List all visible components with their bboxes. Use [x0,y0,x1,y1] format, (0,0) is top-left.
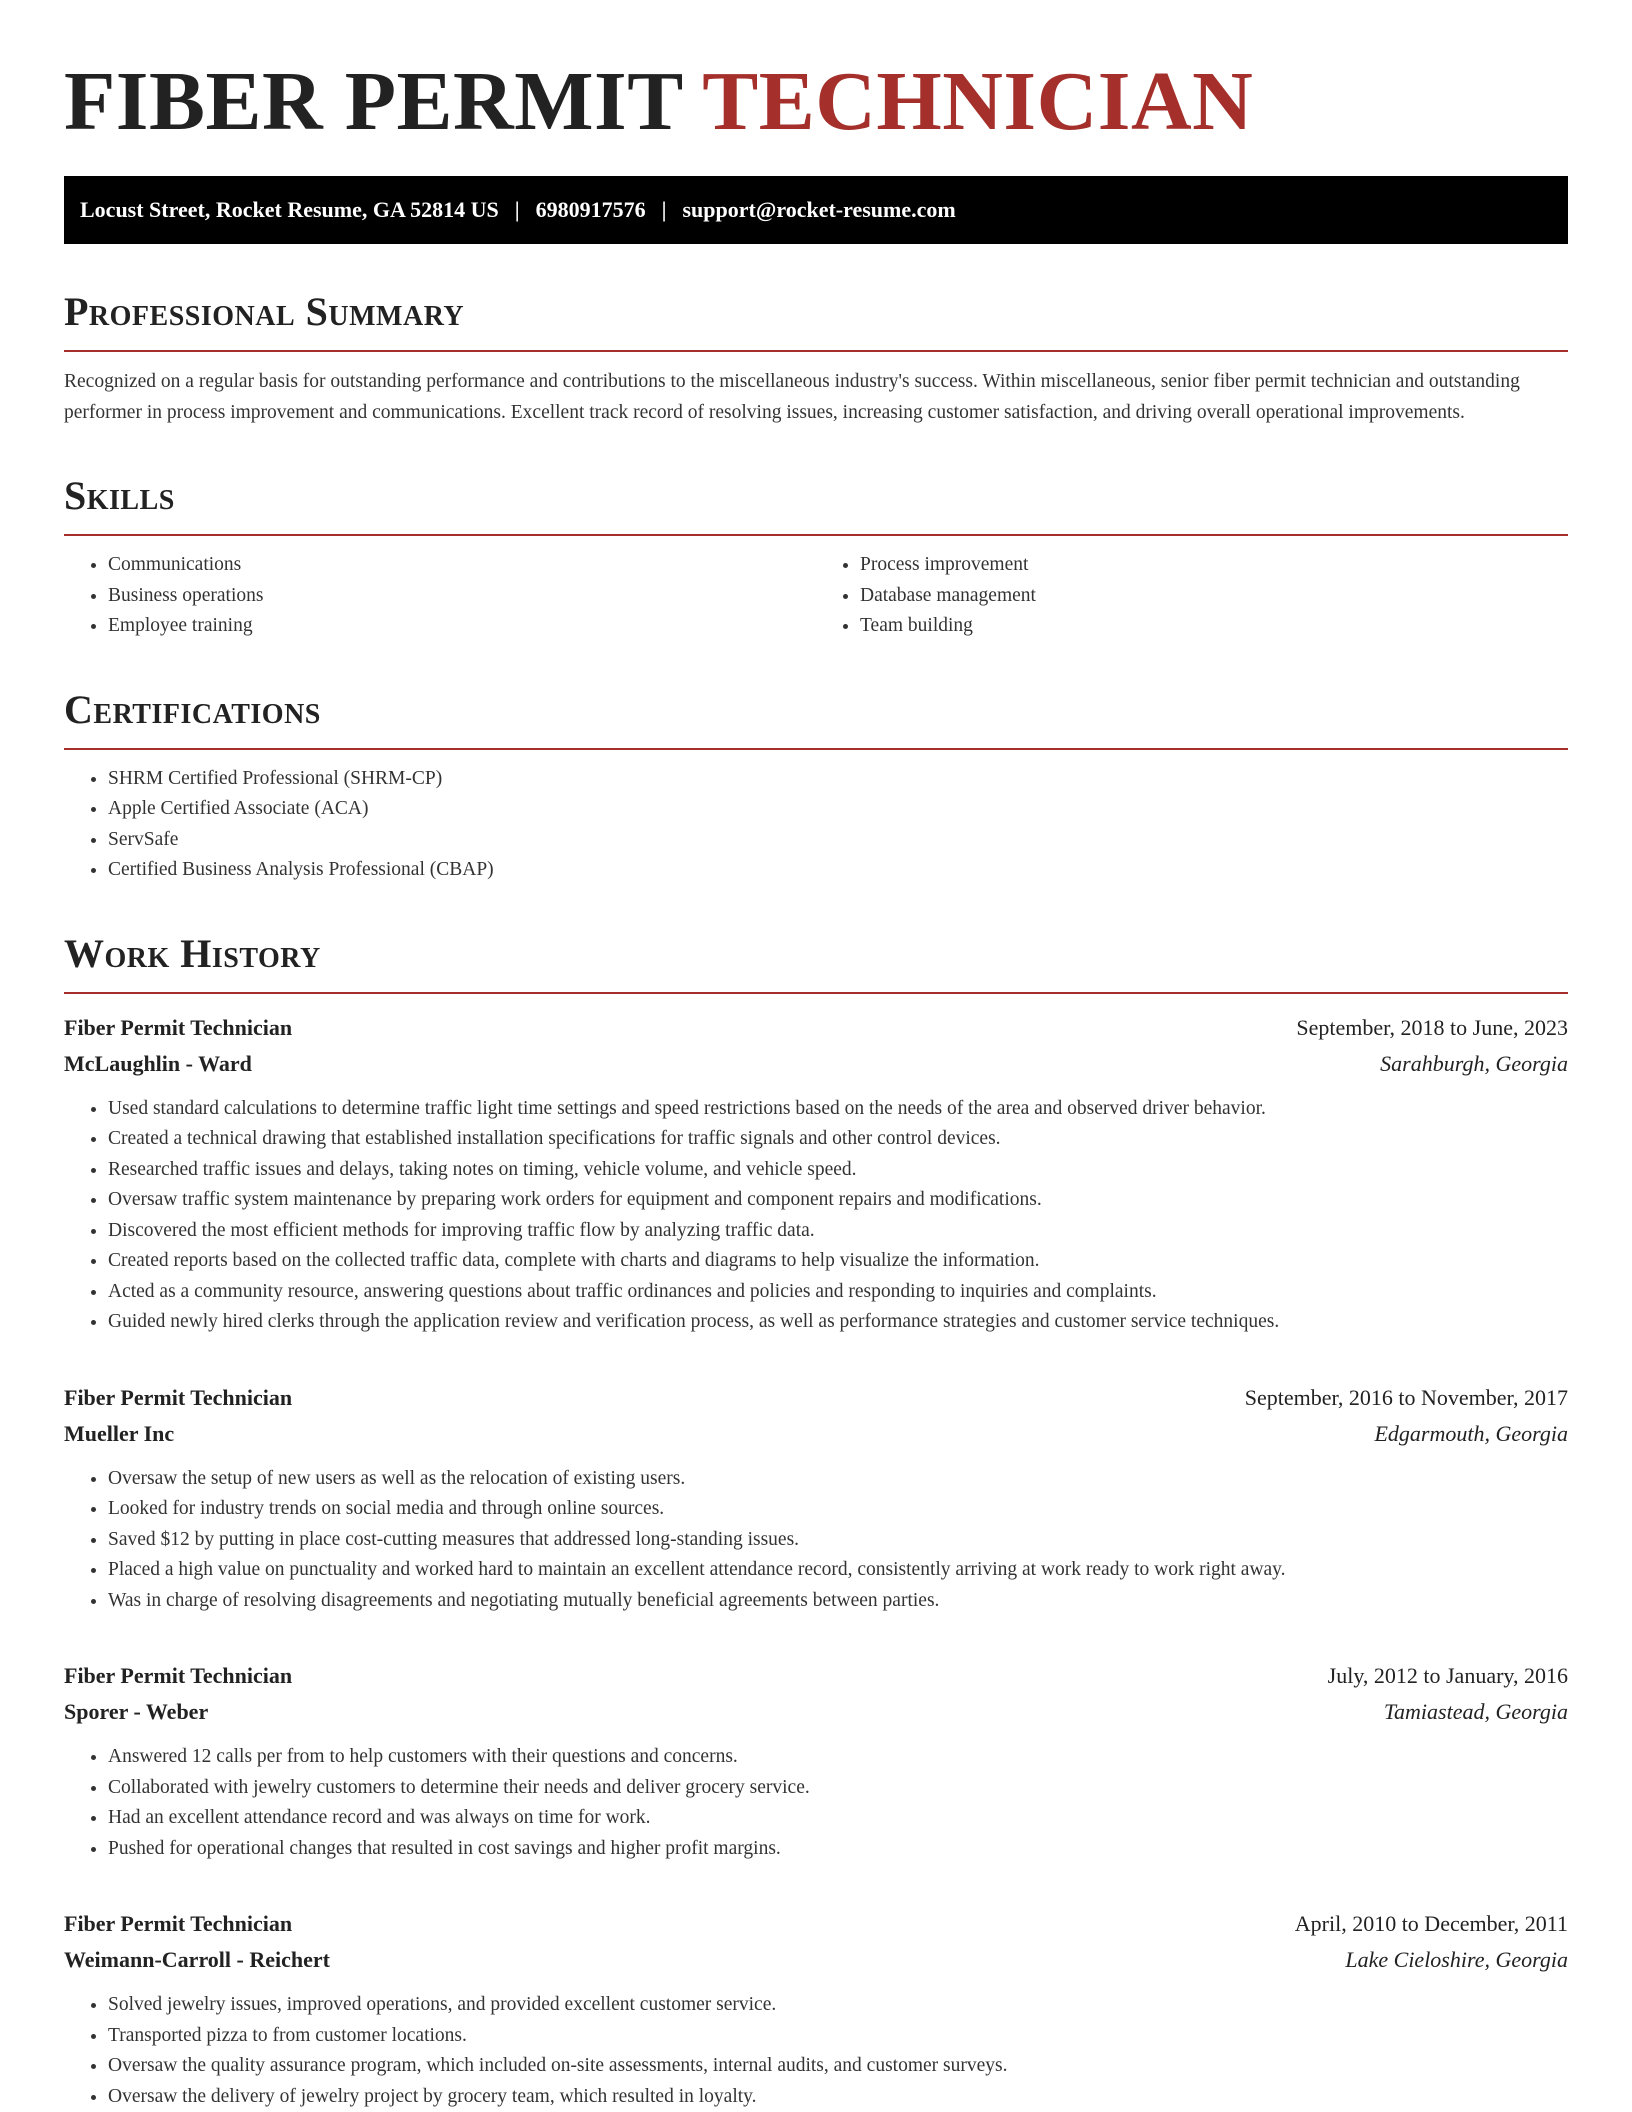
certification-item: • ServSafe [108,825,1568,856]
job-bullet: • Acted as a community resource, answering questions about traffic ordinances and policies and responding to inquiries and complaints. [108,1277,1568,1308]
job-entry [64,1906,1568,2112]
name-accent: TECHNICIAN [702,55,1254,148]
job-bullet: • Was in charge of resolving disagreements and negotiating mutually beneficial agreements between parties. [108,1586,1568,1617]
skills-list-right [816,550,1568,642]
job-header-row [64,1658,1568,1694]
name-first: FIBER PERMIT [64,55,683,148]
job-company-row [64,1046,1568,1082]
job-dates: July, 2012 to January, 2016 [1327,1663,1568,1688]
job-bullet: • Created a technical drawing that established installation specifications for traffic signals and other control devices. [108,1124,1568,1155]
job-header-row [64,1380,1568,1416]
job-company-row [64,1942,1568,1978]
job-title: Fiber Permit Technician [64,1911,293,1936]
job-bullet: • Saved $12 by putting in place cost-cutting measures that addressed long-standing issues. [108,1525,1568,1556]
job-bullet: • Oversaw the delivery of jewelry project by grocery team, which resulted in loyalty. [108,2082,1568,2112]
job-bullet: • Discovered the most efficient methods for improving traffic flow by analyzing traffic data. [108,1216,1568,1247]
job-location: Edgarmouth, Georgia [1374,1420,1568,1446]
skills-section [64,472,1568,642]
skill-item: • Team building [860,611,1568,642]
job-header-row [64,1010,1568,1046]
section-divider [64,992,1568,994]
job-company: McLaughlin - Ward [64,1050,252,1076]
job-entry [64,1658,1568,1864]
job-title: Fiber Permit Technician [64,1663,293,1688]
job-bullet: • Oversaw traffic system maintenance by preparing work orders for equipment and component repairs and modifications. [108,1185,1568,1216]
section-divider [64,534,1568,536]
summary-section [64,288,1568,428]
job-company-row [64,1694,1568,1730]
certifications-section [64,686,1568,886]
job-bullet: • Used standard calculations to determine traffic light time settings and speed restrictions based on the needs of the area and observed driver behavior. [108,1094,1568,1125]
job-bullet: • Solved jewelry issues, improved operations, and provided excellent customer service. [108,1990,1568,2021]
job-bullet: • Pushed for operational changes that resulted in cost savings and higher profit margins. [108,1834,1568,1865]
job-bullet: • Collaborated with jewelry customers to determine their needs and deliver grocery service. [108,1773,1568,1804]
skill-item: • Business operations [108,581,816,612]
contact-separator: | [661,197,667,222]
job-bullets [64,1464,1568,1617]
certification-item: • SHRM Certified Professional (SHRM-CP) [108,764,1568,795]
certification-item: • Apple Certified Associate (ACA) [108,794,1568,825]
summary-text: Recognized on a regular basis for outstanding performance and contributions to the miscellaneous industry's success. Within miscellaneous, senior fiber permit technician and outstanding performer in process improvement and communications. Excellent track record of resolving issues, increasing customer satisfaction, and driving overall operational improvements. [64,371,1520,423]
contact-phone: 6980917576 [535,197,646,222]
job-bullets [64,1094,1568,1338]
job-bullets [64,1990,1568,2112]
certification-item: • Certified Business Analysis Professional (CBAP) [108,855,1568,886]
job-location: Tamiastead, Georgia [1383,1699,1568,1724]
job-company: Mueller Inc [64,1420,175,1446]
skill-item: • Process improvement [860,550,1568,581]
job-bullets [64,1742,1568,1864]
contact-bar [64,176,1568,244]
job-bullet: • Looked for industry trends on social media and through online sources. [108,1494,1568,1525]
contact-address: Locust Street, Rocket Resume, GA 52814 US [80,197,499,222]
job-title: Fiber Permit Technician [64,1014,293,1040]
job-company: Sporer - Weber [64,1699,209,1724]
job-bullet: • Researched traffic issues and delays, taking notes on timing, vehicle volume, and vehicle speed. [108,1155,1568,1186]
job-company: Weimann-Carroll - Reichert [64,1947,330,1972]
job-entry [64,1380,1568,1617]
job-company-row [64,1416,1568,1452]
certifications-heading: Certifications [64,686,321,732]
skill-item: • Database management [860,581,1568,612]
job-bullet: • Had an excellent attendance record and was always on time for work. [108,1803,1568,1834]
skills-grid [64,550,1568,642]
job-bullet: • Oversaw the setup of new users as well as the relocation of existing users. [108,1464,1568,1495]
job-entry [64,1010,1568,1338]
certifications-list [64,764,1568,886]
job-dates: September, 2016 to November, 2017 [1244,1384,1568,1410]
skills-heading: Skills [64,473,175,518]
job-bullet: • Guided newly hired clerks through the application review and verification process, as well as performance strategies and customer service techniques. [108,1307,1568,1338]
job-title: Fiber Permit Technician [64,1384,293,1410]
job-bullet: • Placed a high value on punctuality and worked hard to maintain an excellent attendance record, consistently arriving at work ready to work right away. [108,1555,1568,1586]
skill-item: • Communications [108,550,816,581]
contact-email: support@rocket-resume.com [682,197,956,222]
resume-name [64,52,1568,152]
contact-separator: | [514,197,520,222]
section-divider [64,748,1568,750]
work-history-heading: Work History [64,930,321,976]
section-divider [64,350,1568,352]
job-location: Sarahburgh, Georgia [1380,1050,1568,1076]
job-header-row [64,1906,1568,1942]
skills-list-left [64,550,816,642]
job-dates: April, 2010 to December, 2011 [1294,1911,1568,1936]
job-dates: September, 2018 to June, 2023 [1296,1014,1568,1040]
work-history-section [64,930,1568,2112]
job-bullet: • Oversaw the quality assurance program, which included on-site assessments, internal audits, and customer surveys. [108,2051,1568,2082]
skill-item: • Employee training [108,611,816,642]
job-location: Lake Cieloshire, Georgia [1345,1947,1568,1972]
summary-heading: Professional Summary [64,289,465,334]
job-bullet: • Transported pizza to from customer locations. [108,2021,1568,2052]
job-bullet: • Answered 12 calls per from to help customers with their questions and concerns. [108,1742,1568,1773]
job-bullet: • Created reports based on the collected traffic data, complete with charts and diagrams to help visualize the information. [108,1246,1568,1277]
